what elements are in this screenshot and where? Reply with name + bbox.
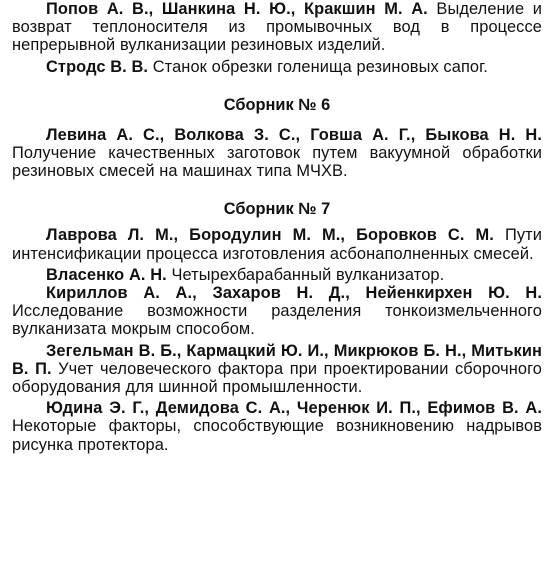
entry-title: Станок обрезки голенища резиновых сапог. <box>152 57 488 76</box>
entry-title: Некоторые факторы, способствующие возникновению надрывов рисунка протектора. <box>12 417 542 454</box>
entry-authors: Левина А. С., Волкова З. С., Говша А. Г., Быкова Н. Н. <box>46 125 542 144</box>
section-heading: Сборник № 7 <box>223 200 331 219</box>
entry-title: Получение качественных заготовок путем вакуумной обработки резиновых смесей на машинах типа МЧХВ. <box>12 144 542 181</box>
entry-authors: Попов А. В., Шанкина Н. Ю., Кракшин М. А. <box>46 0 428 18</box>
bibliography-entry <box>12 342 542 397</box>
bibliography-entry <box>12 266 542 284</box>
section-heading: Сборник № 6 <box>223 95 331 114</box>
entry-authors: Лаврова Л. М., Бородулин М. М., Боровков С. М. <box>46 226 494 245</box>
entry-authors: Юдина Э. Г., Демидова С. А., Черенюк И. П., Ефимов В. А. <box>46 399 542 418</box>
entry-authors: Зегельман В. Б., Кармацкий Ю. И., Микрюков Б. Н., Митькин В. П. <box>12 341 542 378</box>
bibliography-entry <box>12 0 542 55</box>
bibliography-entry <box>12 399 542 454</box>
entry-authors: Стродс В. В. <box>46 57 149 76</box>
entry-title: Пути интенсификации процесса изготовления асбонаполненных смесей. <box>12 226 542 263</box>
entry-title: Четырехбарабанный вулканизатор. <box>171 265 445 284</box>
bibliography-entry <box>12 284 542 339</box>
entry-title: Выделение и возврат теплоносителя из промывочных вод в процессе непрерывной вулканизации резиновых изделий. <box>12 0 542 55</box>
entry-title: Исследование возможности разделения тонкоизмельченного вулканизата мокрым способом. <box>12 302 542 339</box>
entry-authors: Кириллов А. А., Захаров Н. Д., Нейенкирхен Ю. Н. <box>46 284 542 303</box>
entry-title: Учет человеческого фактора при проектировании сборочного оборудования для шинной промышленности. <box>12 359 543 397</box>
bibliography-entry <box>12 226 542 262</box>
entry-authors: Власенко А. Н. <box>46 265 167 284</box>
bibliography-entry <box>12 58 542 76</box>
bibliography-entry <box>12 126 542 181</box>
